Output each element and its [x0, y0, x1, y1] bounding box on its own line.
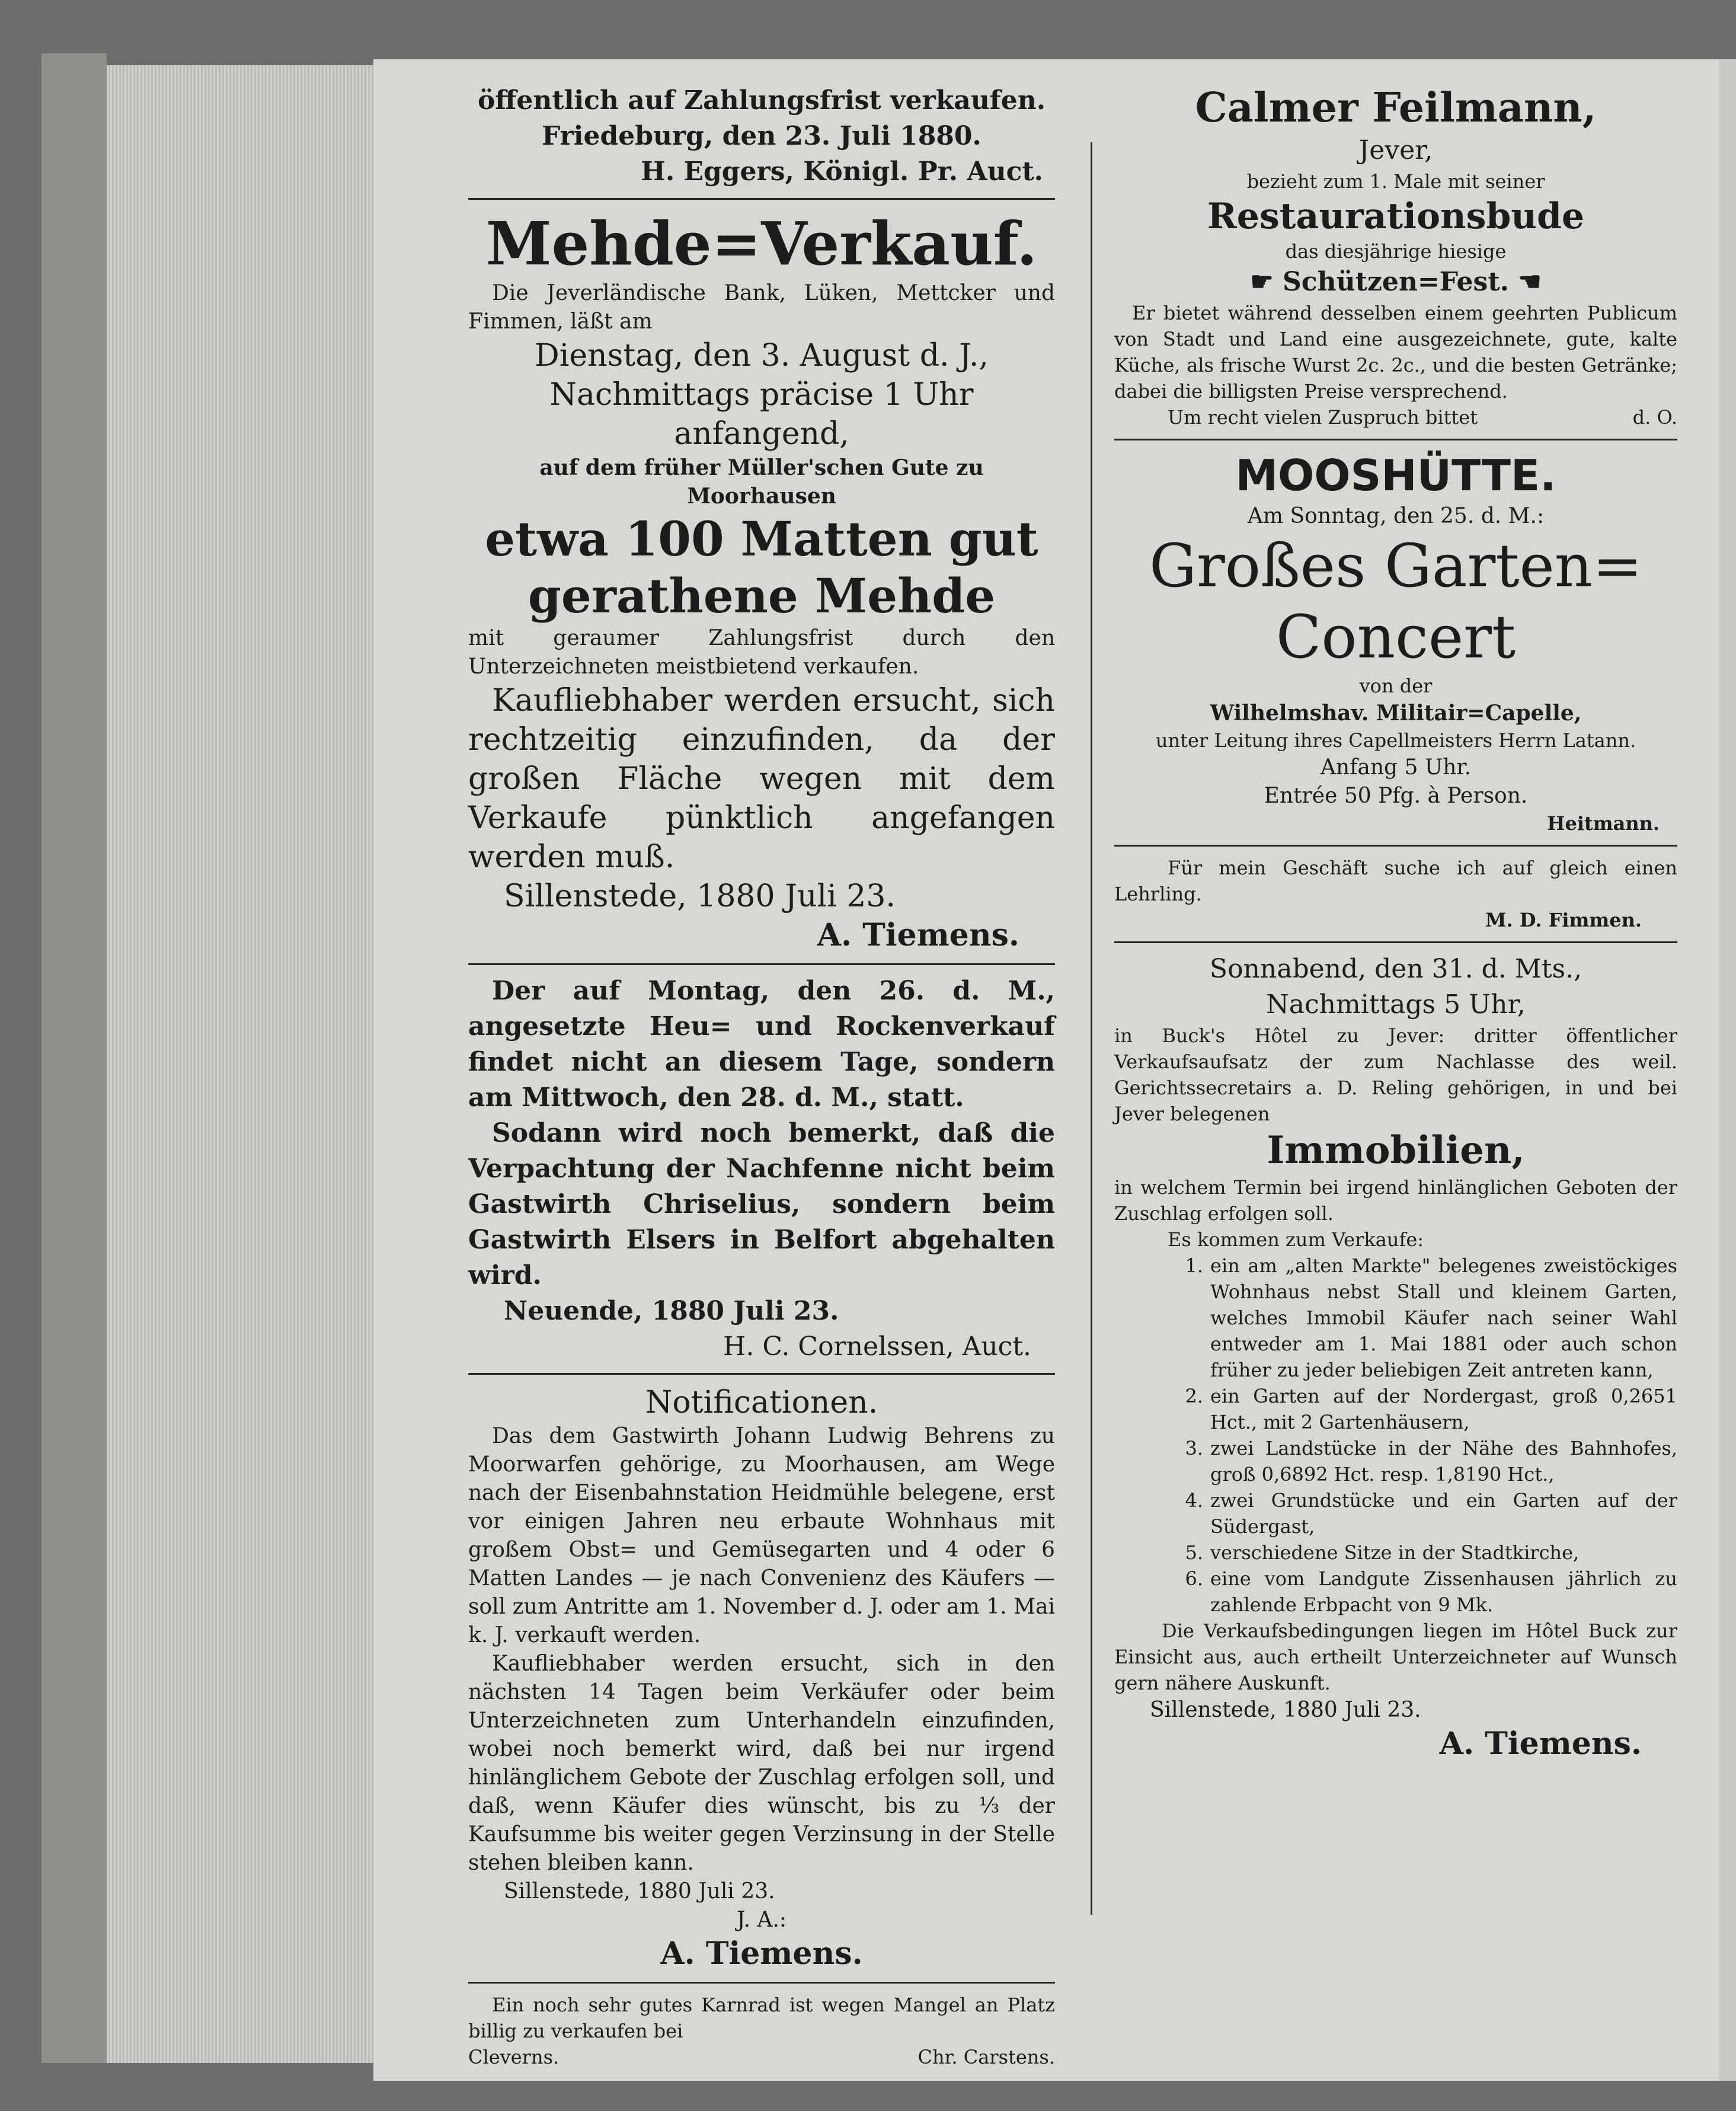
ad-text: Der auf Montag, den 26. d. M., angesetzte Heu= und Rockenverkauf findet nicht an diesem Tage, sondern am Mittwoch, den 28. d. M., statt.: [468, 976, 1055, 1113]
ad-text-2: in welchem Termin bei irgend hinlänglichen Geboten der Zuschlag erfolgen soll.: [1114, 1176, 1677, 1225]
ad-place: auf dem früher Müller'schen Gute zu Moorhausen: [539, 455, 984, 509]
ad-place: Cleverns.: [468, 2046, 560, 2068]
ad-title: Mehde=Verkauf.: [485, 209, 1038, 279]
ad-text-2: Sodann wird noch bemerkt, daß die Verpachtung der Nachfenne nicht beim Gastwirth Chriselius, sondern beim Gastwirth Elsers in Belfort abgehalten wird.: [468, 1118, 1055, 1291]
top-line-3: H. Eggers, Königl. Pr. Auct.: [641, 157, 1043, 187]
ad-signature: A. Tiemens.: [817, 917, 1019, 953]
ad-text: Das dem Gastwirth Johann Ludwig Behrens zu Moorwarfen gehörige, zu Moorhausen, am Wege nach der Eisenbahnstation Heidmühle belegene, erst vor einigen Jahren neu erbaute Wohnhaus mit großem Obst= und Gemüsegarten und 4 oder 6 Matten Landes — je nach Convenienz des Käufers — soll zum Antritte am 1. November d. J. oder am 1. Mai k. J. verkauft werden.: [468, 1424, 1055, 1647]
ad-title: MOOSHÜTTE.: [1235, 451, 1556, 500]
pointing-hand-icon: ☛: [1250, 267, 1274, 297]
ad-big-line-1: etwa 100 Matten gut: [485, 511, 1038, 567]
ad-closing: Um recht vielen Zuspruch bittet: [1168, 406, 1478, 429]
ad-signature: d. O.: [1632, 406, 1677, 429]
column-divider: [1091, 142, 1092, 1915]
ad-text: in Buck's Hôtel zu Jever: dritter öffentlicher Verkaufsaufsatz der zum Nachlasse des weil. Gerichtssecretairs a. D. Reling gehörigen, in und bei Jever belegenen: [1114, 1024, 1677, 1125]
divider: [468, 1982, 1055, 1984]
ad-text: Er bietet während desselben einem geehrten Publicum von Stadt und Land eine ausgezeichnete, gute, kalte Küche, als frische Wurst 2c. 2c., und die besten Getränke; dabei die billigsten Preise versprechend.: [1114, 302, 1677, 403]
ad-karnrad: [468, 1992, 1055, 2070]
ad-leader: unter Leitung ihres Capellmeisters Herrn Latann.: [1155, 729, 1636, 752]
ad-name: Calmer Feilmann,: [1195, 84, 1597, 132]
divider: [468, 963, 1055, 965]
left-column: [468, 83, 1055, 2070]
divider: [1114, 941, 1677, 943]
list-item: 3. zwei Landstücke in der Nähe des Bahnhofes, groß 0,6892 Hct. resp. 1,8190 Hct.,: [1185, 1437, 1677, 1486]
next-page-edge: [1719, 59, 1736, 2081]
ad-title: Restaurationsbude: [1207, 196, 1585, 237]
divider: [468, 198, 1055, 200]
ad-fest: [1114, 264, 1677, 300]
ad-line-2: das diesjährige hiesige: [1285, 240, 1507, 263]
top-line-1: öffentlich auf Zahlungsfrist verkaufen.: [477, 85, 1046, 116]
ad-big-line-1: Großes Garten=: [1149, 531, 1642, 601]
item-list: [1114, 1253, 1677, 1618]
right-column: [1114, 83, 1677, 1764]
list-item: 1. ein am „alten Markte" belegenes zweistöckiges Wohnhaus nebst Stall und kleinem Garten, welches Immobil Käufer nach seiner Wahl entweder am 1. Mai 1881 oder auch schon früher zu jeder beliebigen Zeit antreten kann,: [1185, 1254, 1677, 1381]
ad-dateline: Sillenstede, 1880 Juli 23.: [504, 1879, 775, 1904]
ad-town: Jever,: [1358, 135, 1433, 165]
ad-fest-label: Schützen=Fest.: [1283, 267, 1509, 297]
top-line-2: Friedeburg, den 23. Juli 1880.: [542, 121, 982, 151]
ad-intro: Die Jeverländische Bank, Lüken, Mettcker und Fimmen, läßt am: [468, 281, 1055, 334]
ad-mehde-verkauf: [468, 208, 1055, 955]
ad-von: von der: [1359, 675, 1433, 697]
ad-lehrling: [1114, 855, 1677, 933]
ad-immobilien: [1114, 951, 1677, 1764]
ad-date: Am Sonntag, den 25. d. M.:: [1247, 504, 1545, 528]
list-item: 2. ein Garten auf der Nordergast, groß 0,2651 Hct., mit 2 Gartenhäusern,: [1185, 1385, 1677, 1433]
ad-date: Sonnabend, den 31. d. Mts.,: [1209, 954, 1582, 984]
ad-dateline: Neuende, 1880 Juli 23.: [504, 1296, 839, 1326]
ad-big-line-2: gerathene Mehde: [527, 568, 996, 624]
ad-start: Anfang 5 Uhr.: [1320, 755, 1472, 780]
ad-lead: Es kommen zum Verkaufe:: [1168, 1228, 1424, 1251]
ad-signature: Chr. Carstens.: [917, 2046, 1055, 2068]
ad-big-line-2: Concert: [1275, 602, 1516, 672]
ad-text: mit geraumer Zahlungsfrist durch den Unterzeichneten meistbietend verkaufen.: [468, 626, 1055, 679]
ad-line: bezieht zum 1. Male mit seiner: [1246, 170, 1545, 193]
ad-mooshuette: [1114, 449, 1677, 836]
ad-ia: J. A.:: [736, 1908, 787, 1932]
ad-signature: A. Tiemens.: [660, 1936, 863, 1972]
ad-title: Notificationen.: [645, 1385, 878, 1420]
book-spine: [41, 53, 107, 2063]
ad-text-2: Kaufliebhaber werden ersucht, sich in den nächsten 14 Tagen beim Verkäufer oder beim Unterzeichneten zum Unterhandeln einzufinden, wobei noch bemerkt wird, daß bei nur irgend hinlänglichem Gebote der Zuschlag erfolgen soll, und daß, wenn Käufer dies wünscht, bis zu ⅓ der Kaufsumme bis weiter gegen Verzinsung in der Stelle stehen bleiben kann.: [468, 1652, 1055, 1875]
ad-text-3: Die Verkaufsbedingungen liegen im Hôtel Buck zur Einsicht aus, auch ertheilt Unterzeichneter auf Wunsch gern nähere Auskunft.: [1114, 1620, 1677, 1694]
ad-time: Nachmittags 5 Uhr,: [1266, 989, 1526, 1020]
ad-notificationen: [468, 1383, 1055, 1973]
ad-time: Nachmittags präcise 1 Uhr anfangend,: [549, 377, 974, 452]
ad-text-2: Kaufliebhaber werden ersucht, sich rechtzeitig einzufinden, da der großen Fläche wegen mit dem Verkaufe pünktlich angefangen werden muß.: [468, 683, 1055, 875]
page-edges: [107, 65, 379, 2063]
ad-text: Für mein Geschäft suche ich auf gleich einen Lehrling.: [1114, 857, 1677, 905]
divider: [1114, 439, 1677, 440]
ad-band: Wilhelmshav. Militair=Capelle,: [1210, 701, 1582, 726]
ad-text: Ein noch sehr gutes Karnrad ist wegen Mangel an Platz billig zu verkaufen bei: [468, 1994, 1055, 2042]
divider: [1114, 845, 1677, 847]
ad-signature: A. Tiemens.: [1439, 1726, 1642, 1762]
ad-dateline: Sillenstede, 1880 Juli 23.: [504, 879, 896, 914]
ad-feilmann: [1114, 83, 1677, 430]
pointing-hand-icon: ☚: [1518, 267, 1542, 297]
list-item: 5. verschiedene Sitze in der Stadtkirche,: [1185, 1541, 1580, 1564]
list-item: 4. zwei Grundstücke und ein Garten auf der Südergast,: [1185, 1489, 1677, 1538]
ad-heuverkauf: [468, 973, 1055, 1365]
ad-signature: H. C. Cornelssen, Auct.: [723, 1331, 1031, 1362]
ad-title: Immobilien,: [1267, 1128, 1525, 1173]
ad-date: Dienstag, den 3. August d. J.,: [535, 338, 989, 373]
ad-signature: M. D. Fimmen.: [1485, 909, 1642, 931]
ad-dateline: Sillenstede, 1880 Juli 23.: [1150, 1698, 1421, 1722]
list-item: 6. eine vom Landgute Zissenhausen jährlich zu zahlende Erbpacht von 9 Mk.: [1185, 1567, 1677, 1616]
ad-entry: Entrée 50 Pfg. à Person.: [1264, 784, 1528, 808]
divider: [468, 1373, 1055, 1375]
ad-signature: Heitmann.: [1547, 812, 1660, 835]
